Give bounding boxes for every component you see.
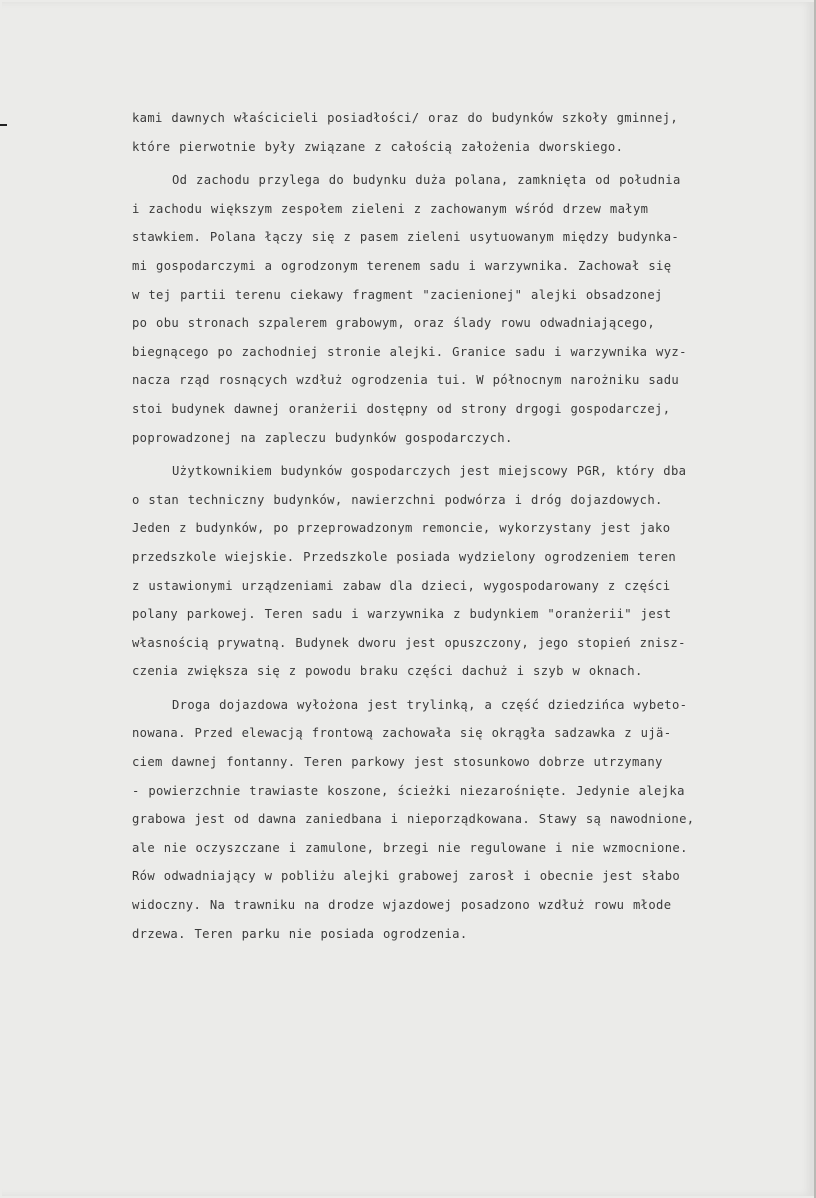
text-line: czenia zwiększa się z powodu braku części dachuż i szyb w oknach. — [132, 664, 643, 679]
text-line: Droga dojazdowa wyłożona jest trylinką, a część dziedzińca wybeto- — [172, 697, 688, 712]
text-line: które pierwotnie były związane z całością założenia dworskiego. — [132, 139, 624, 154]
text-line: poprowadzonej na zapleczu budynków gospodarczych. — [132, 430, 513, 445]
text-line: Od zachodu przylega do budynku duża polana, zamknięta od południa — [172, 173, 681, 188]
typewritten-page — [2, 2, 814, 1196]
text-line: ale nie oczyszczane i zamulone, brzegi nie regulowane i nie wzmocnione. — [132, 840, 688, 855]
text-line: Rów odwadniający w pobliżu alejki grabowej zarosł i obecnie jest słabo — [132, 869, 681, 884]
text-line: biegnącego po zachodniej stronie alejki. Granice sadu i warzywnika wyz- — [132, 344, 687, 359]
text-line: stawkiem. Polana łączy się z pasem zieleni usytuowanym między budynka- — [132, 230, 680, 245]
text-line: widoczny. Na trawniku na drodze wjazdowej posadzono wzdłuż rowu młode — [132, 898, 672, 913]
text-line: ciem dawnej fontanny. Teren parkowy jest stosunkowo dobrze utrzymany — [132, 755, 663, 770]
text-line: kami dawnych właścicieli posiadłości/ oraz do budynków szkoły gminnej, — [132, 111, 679, 125]
text-line: drzewa. Teren parku nie posiada ogrodzenia. — [132, 926, 468, 941]
text-line: po obu stronach szpalerem grabowym, oraz ślady rowu odwadniającego, — [132, 316, 656, 331]
text-line: własnością prywatną. Budynek dworu jest opuszczony, jego stopień znisz- — [132, 635, 686, 650]
text-line: o stan techniczny budynków, nawierzchni podwórza i dróg dojazdowych. — [132, 492, 663, 507]
text-line: nowana. Przed elewacją frontową zachowała się okrągła sadzawka z ujä- — [132, 726, 672, 741]
text-line: przedszkole wiejskie. Przedszkole posiada wydzielony ogrodzeniem teren — [132, 549, 677, 564]
text-line: nacza rząd rosnących wzdłuż ogrodzenia tui. W północnym narożniku sadu — [132, 373, 680, 388]
paragraph-3 — [132, 457, 772, 686]
paragraph-1 — [132, 104, 772, 161]
text-line: z ustawionymi urządzeniami zabaw dla dzieci, wygospodarowany z części — [132, 578, 671, 593]
text-line: Użytkownikiem budynków gospodarczych jest miejscowy PGR, który dba — [172, 464, 687, 479]
text-line: stoi budynek dawnej oranżerii dostępny od strony drgogi gospodarczej, — [132, 401, 671, 416]
text-line: w tej partii terenu ciekawy fragment "zacienionej" alejki obsadzonej — [132, 287, 663, 302]
paragraph-2 — [132, 166, 772, 452]
text-line: - powierzchnie trawiaste koszone, ścieżki niezarośnięte. Jedynie alejka — [132, 783, 685, 798]
text-line: Jeden z budynków, po przeprowadzonym remoncie, wykorzystany jest jako — [132, 521, 671, 536]
margin-mark — [0, 124, 7, 126]
text-line: mi gospodarczymi a ogrodzonym terenem sadu i warzywnika. Zachował się — [132, 258, 672, 273]
document-body — [132, 104, 772, 948]
text-line: polany parkowej. Teren sadu i warzywnika z budynkiem "oranżerii" jest — [132, 607, 672, 622]
text-line: grabowa jest od dawna zaniedbana i nieporządkowana. Stawy są nawodnione, — [132, 812, 695, 827]
paragraph-4 — [132, 691, 772, 948]
text-line: i zachodu większym zespołem zieleni z zachowanym wśród drzew małym — [132, 201, 649, 216]
